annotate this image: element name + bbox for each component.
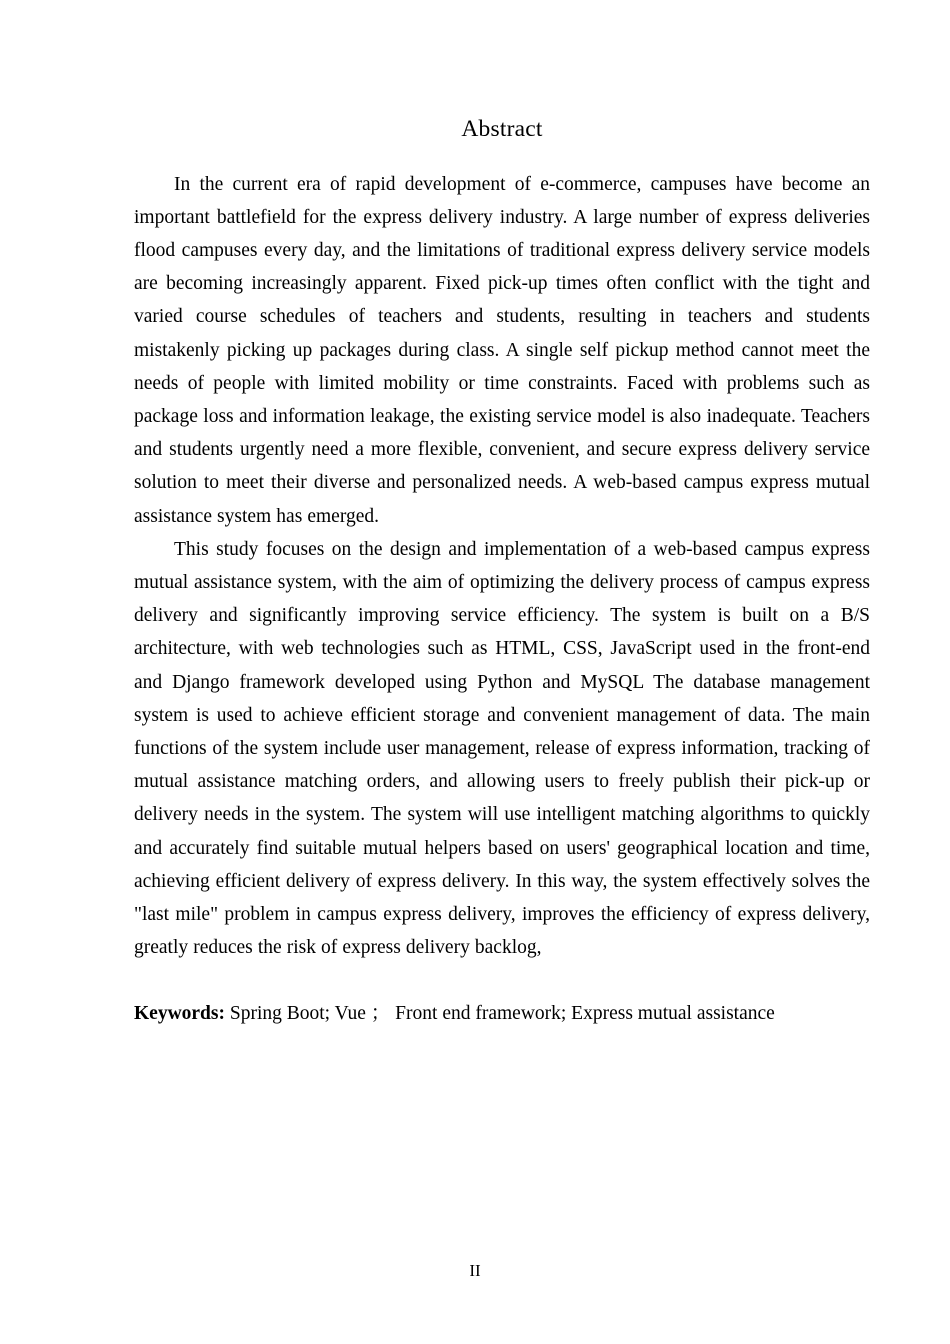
keywords-line — [134, 964, 870, 1030]
page-title: Abstract — [461, 116, 543, 142]
page-content — [134, 0, 870, 1031]
keywords-label: Keywords: — [134, 1003, 225, 1025]
page-number-footer: II — [469, 1261, 481, 1280]
abstract-paragraph-1: In the current era of rapid development of e-commerce, campuses have become an important battlefield for the express delivery industry. A large number of express deliveries flood campuses every day, and the limitations of traditional express delivery service models are becoming increasingly apparent. Fixed pick-up times often conflict with the tight and varied course schedules of teachers and students, resulting in teachers and students mistakenly picking up packages during class. A single self pickup method cannot meet the needs of people with limited mobility or time constraints. Faced with problems such as package loss and information leakage, the existing service model is also inadequate. Teachers and students urgently need a more flexible, convenient, and secure express delivery service solution to meet their diverse and personalized needs. A web-based campus express mutual assistance system has emerged. — [134, 173, 870, 527]
abstract-paragraph-2: This study focuses on the design and implementation of a web-based campus express mutual assistance system, with the aim of optimizing the delivery process of campus express delivery and significantly improving service efficiency. The system is built on a B/S architecture, with web technologies such as HTML, CSS, JavaScript used in the front-end and Django framework developed using Python and MySQL The database management system is used to achieve efficient storage and convenient management of data. The main functions of the system include user management, release of express information, tracking of mutual assistance matching orders, and allowing users to freely publish their pick-up or delivery needs in the system. The system will use intelligent matching algorithms to quickly and accurately find suitable mutual helpers based on users' geographical location and time, achieving efficient delivery of express delivery. In this way, the system effectively solves the "last mile" problem in campus express delivery, improves the efficiency of express delivery, greatly reduces the risk of express delivery backlog, — [134, 538, 870, 959]
keywords-value: Spring Boot; Vue ； Front end framework; Express mutual assistance — [229, 1003, 775, 1025]
abstract-body — [134, 168, 870, 1031]
